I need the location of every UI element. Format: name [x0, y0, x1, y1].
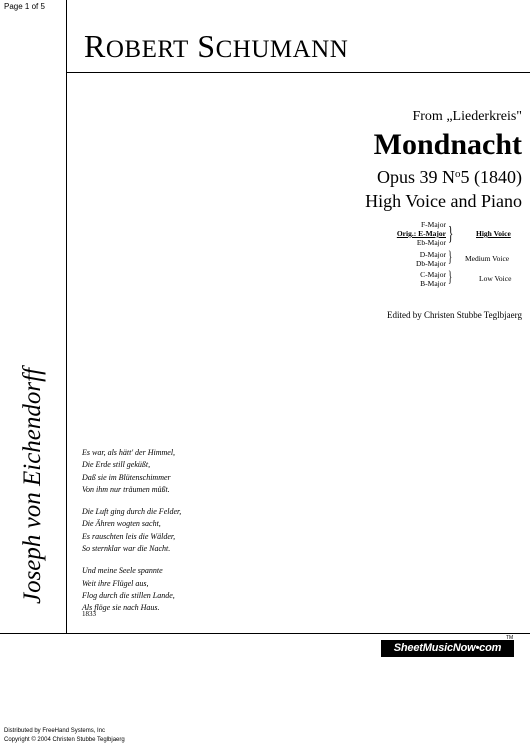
voice-medium-label: Medium Voice — [465, 254, 510, 263]
poem-stanza-2 — [82, 506, 181, 555]
poem-line: Flog durch die stillen Lande, — [82, 590, 175, 600]
key-medium-2: Db-Major — [416, 259, 446, 268]
key-original: Orig.: E-Major — [396, 229, 446, 238]
page-number: Page 1 of 5 — [4, 2, 45, 11]
poem-line: Es war, als hätt' der Himmel, — [82, 448, 176, 457]
composer-initial-first: R — [84, 28, 106, 64]
composer-rest-last: CHUMANN — [215, 36, 349, 63]
poem-line: Die Luft ging durch die Felder, — [82, 507, 182, 517]
frame-bottom-line — [0, 633, 530, 634]
opus-suffix: 5 (1840) — [460, 167, 522, 187]
key-high-3: Eb-Major — [416, 238, 446, 247]
collection-name: From „Liederkreis" — [412, 109, 522, 124]
key-low-2: B-Major — [420, 279, 446, 288]
publisher-trademark: TM — [506, 635, 514, 641]
voice-low-label: Low Voice — [479, 274, 512, 283]
poem-line: Und meine Seele spannte — [82, 566, 163, 576]
publisher-logo: SheetMusicNow•com — [381, 640, 514, 657]
opus-sup: o — [455, 168, 461, 180]
poem-line: Daß sie im Blütenschimmer — [82, 472, 171, 482]
editor-credit: Edited by Christen Stubbe Teglbjaerg — [386, 310, 522, 320]
opus-prefix: Opus 39 N — [376, 167, 455, 187]
composer-initial-last: S — [197, 28, 216, 64]
poem-stanza-3 — [82, 565, 181, 614]
distributor-credit: Distributed by FreeHand Systems, Inc — [4, 728, 106, 734]
key-low-1: C-Major — [420, 270, 446, 279]
poem-line: Als flöge sie nach Haus. — [82, 603, 160, 613]
key-high-1: F-Major — [421, 220, 446, 229]
lyricist-name: Joseph von Eichendorff — [19, 367, 46, 605]
poem-line: Die Ähren wogten sacht, — [82, 519, 161, 529]
opus-number — [377, 168, 522, 186]
poem-line: Die Erde still geküßt, — [82, 460, 151, 470]
poem-line: Weit ihre Flügel aus, — [82, 578, 149, 588]
composer-rest-first: OBERT — [105, 36, 189, 63]
poem-line: So sternklar war die Nacht. — [82, 544, 171, 554]
poem-year: 1833 — [82, 610, 96, 618]
poem-text — [82, 447, 181, 625]
poem-line: Von ihm nur träumen müßt. — [82, 484, 170, 494]
poem-line: Es rauschten leis die Wälder, — [82, 531, 176, 541]
copyright-notice: Copyright © 2004 Christen Stubbe Teglbjaerg — [4, 737, 125, 743]
brace-medium: } — [448, 249, 453, 266]
key-medium-1: D-Major — [419, 250, 446, 259]
composer-name — [84, 30, 348, 62]
frame-vertical-line — [66, 0, 67, 633]
poem-stanza-1 — [82, 447, 181, 496]
brace-high: } — [448, 223, 454, 245]
brace-low: } — [448, 269, 453, 286]
voicing: High Voice and Piano — [365, 191, 522, 211]
work-title: Mondnacht — [373, 128, 522, 161]
voice-high-label: High Voice — [476, 229, 511, 238]
frame-top-line — [66, 72, 530, 73]
